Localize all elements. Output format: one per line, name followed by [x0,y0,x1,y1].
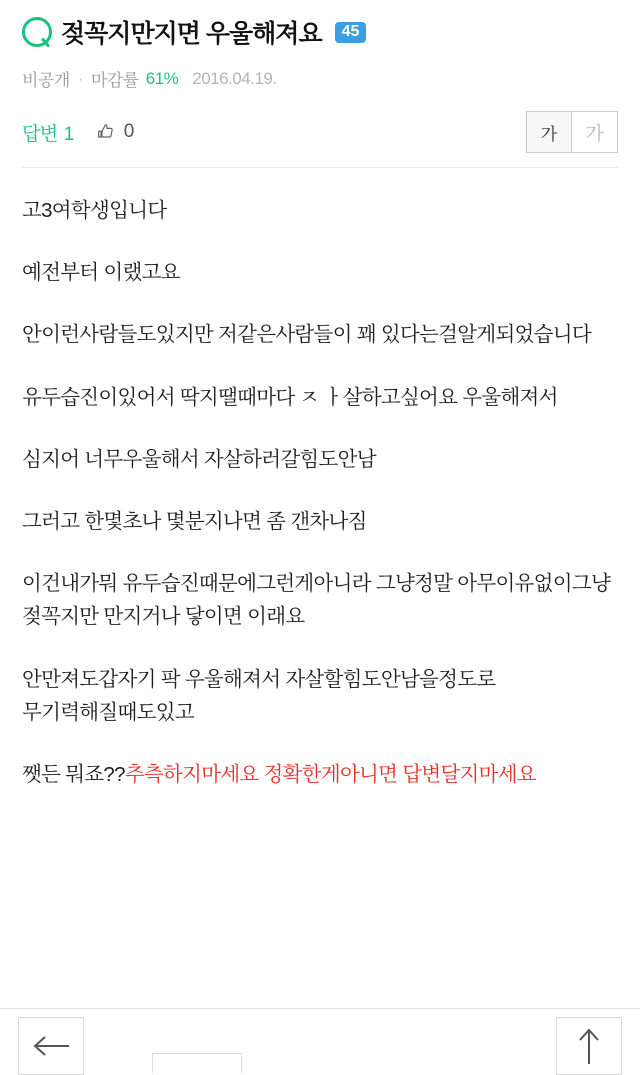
answer-tab-button[interactable] [22,119,74,146]
bottom-toolbar [0,1008,640,1070]
body-paragraph-highlighted [22,758,618,791]
font-size-controls [526,111,618,153]
back-button[interactable] [18,1017,84,1075]
naver-kin-logo-icon [22,17,52,47]
body-paragraph: 그러고 한몇초나 몇분지나면 좀 갠차나짐 [22,510,367,534]
question-meta [22,66,618,91]
close-rate-label: 마감률 [90,71,139,90]
post-date: 2016.04.19. [192,68,277,88]
body-paragraph: 안만져도갑자기 팍 우울해져서 자살할힘도안남을정도로 무기력해질때도있고 [22,667,496,724]
scroll-to-top-button[interactable] [556,1017,622,1075]
font-size-small-button[interactable]: 가 [526,111,572,153]
question-header [0,0,640,168]
answer-label: 답변 [22,123,58,145]
like-count: 0 [123,121,135,142]
meta-separator: · [77,68,83,88]
visibility-label: 비공개 [22,71,70,90]
scroll-to-top-arrow-icon [576,1026,602,1066]
answer-count: 1 [63,123,74,145]
title-row [22,14,618,50]
font-size-large-button[interactable]: 가 [572,111,618,153]
paragraph-red-text: 추측하지마세요 정확한게아니면 답변달지마세요 [124,763,536,787]
back-arrow-icon [31,1033,71,1059]
body-paragraph: 안이런사람들도있지만 저같은사람들이 꽤 있다는걸알게되었습니다 [22,323,591,347]
thumbs-up-icon [96,122,116,142]
body-paragraph: 심지어 너무우울해서 자살하러갈힘도안남 [22,447,376,471]
like-button[interactable] [96,121,135,143]
bottom-partial-panel [152,1053,242,1073]
question-body [0,168,640,791]
page-title: 젖꼭지만지면 우울해져요 [61,20,322,48]
body-paragraph: 고3여학생입니다 [22,199,167,222]
body-paragraph: 예전부터 이랬고요 [22,261,180,285]
action-row [22,111,618,153]
paragraph-plain-text: 쨋든 뭐죠?? [22,763,125,787]
answer-count-badge: 45 [335,22,367,43]
body-paragraph: 유두습진이있어서 딱지땔때마다 ㅈ ㅏ살하고싶어요 우울해져서 [22,385,558,409]
close-rate-value: 61% [145,68,179,88]
body-paragraph: 이건내가뭐 유두습진때문에그런게아니라 그냥정말 아무이유없이그냥 젖꼭지만 만지거나 닿이면 이래요 [22,572,611,629]
